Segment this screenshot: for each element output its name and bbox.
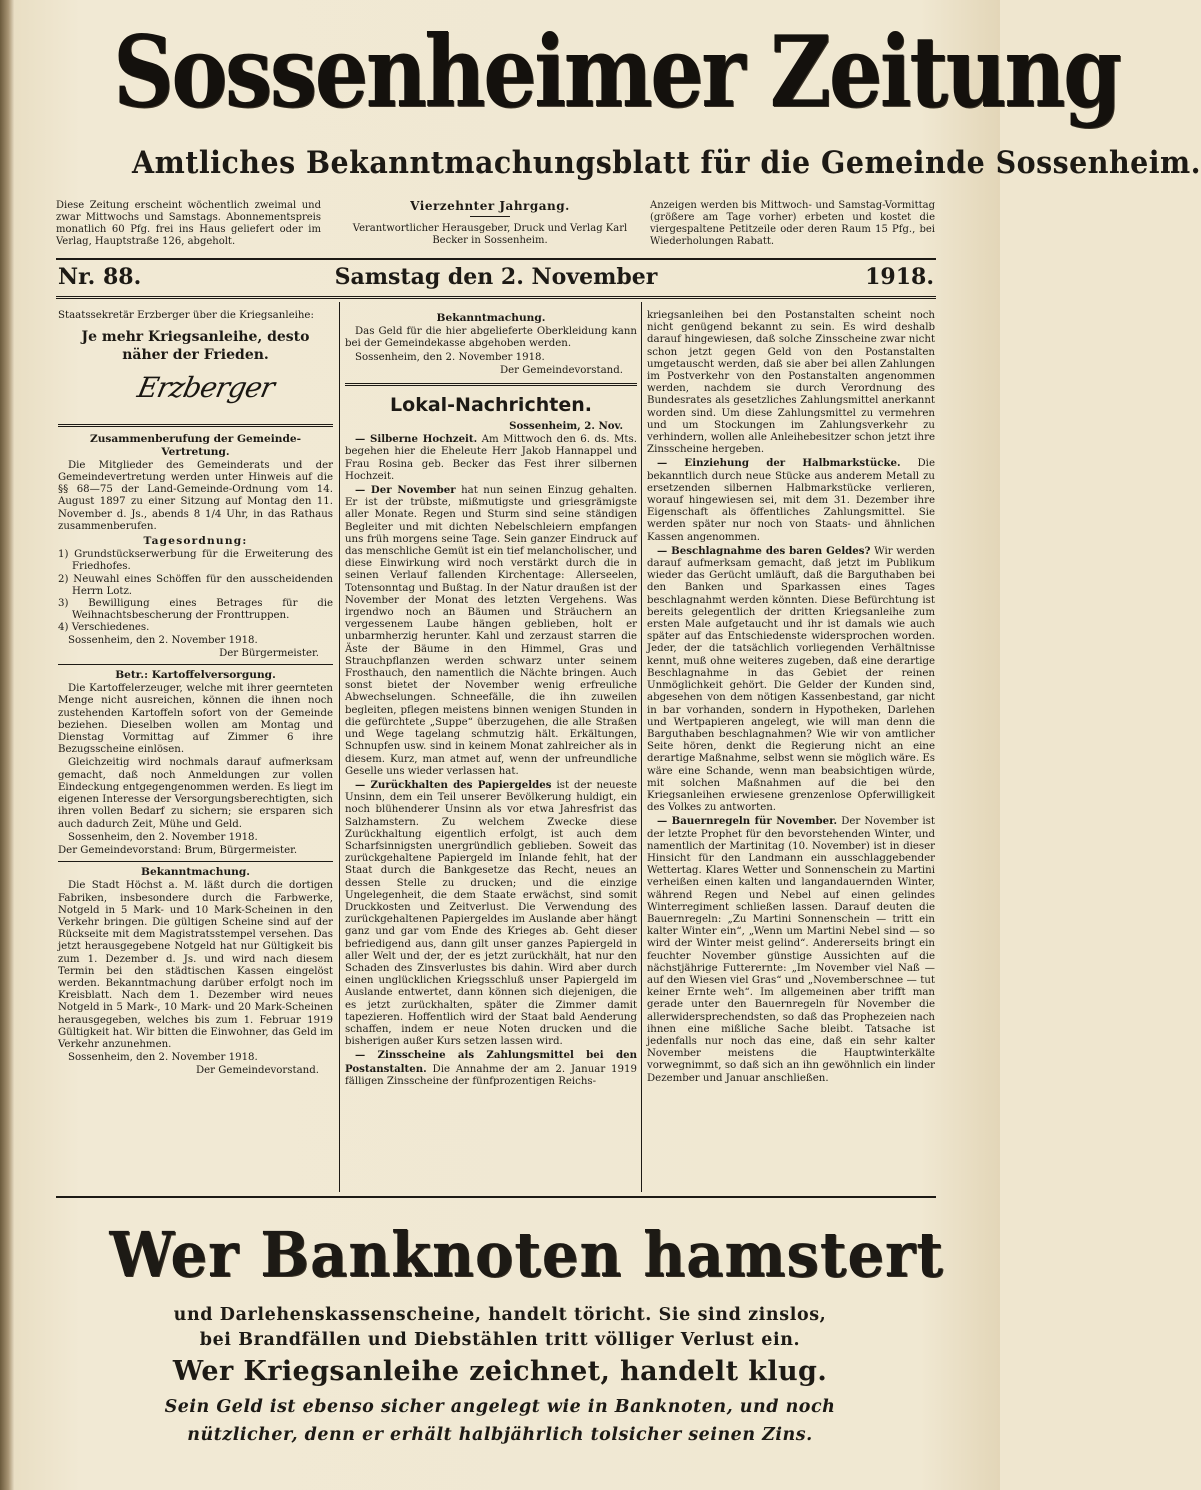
- place-date: Sossenheim, den 2. November 1918.: [355, 351, 545, 363]
- news-item-text: ist der neueste Unsinn, dem ein Teil unserer Bevölkerung huldigt, ein noch blühenderer Unsinn als vor etwa Jahresfrist das Salzhamstern. Zu welchem Zwecke diese Zurückhaltung eigentlich erfolgt, ist auch dem Scharfsinnigsten unergründlich geblieben. Soweit das zurückgehaltene Papiergeld im Inlande fehlt, hat der Staat durch die Bankgesetze das Recht, neues an dessen Stelle zu drucken; und die einzige Ungelegenheit, die dem Staate erwächst, sind somit Druckkosten und Zeitverlust. Die Verwendung des zurückgehaltenen Papiergeldes im Auslande aber hängt ganz und gar vom Ende des Krieges ab. Geht dieser befriedigend aus, dann gilt unser ganzes Papiergeld in aller Welt und der, der es jetzt zurückhält, hat nur den Schaden des Zinsverlustes bis dahin. Wird aber durch einen unglücklichen Kriegsschluß unser Papiergeld im Auslande entwertet, dann können sich diejenigen, die es jetzt zurückhalten, später die Zimmer damit tapezieren. Hoffentlich wird der Staat bald Aenderung schaffen, indem er neue Noten drucken und die bisherigen außer Kurs setzen lassen wird.: [345, 779, 637, 1048]
- issue-number: Nr. 88.: [58, 264, 142, 290]
- masthead-subtitle: Amtliches Bekanntmachungsblatt für die Gemeinde Sossenheim.: [132, 145, 1201, 181]
- advert-line: nützlicher, denn er erhält halbjährlich tolsicher seinen Zins.: [187, 1425, 813, 1445]
- masthead-title: Sossenheimer Zeitung: [113, 15, 1120, 130]
- news-item: [345, 433, 637, 483]
- dateline: [58, 262, 934, 292]
- place-date: Sossenheim, den 2. November 1918.: [68, 634, 258, 646]
- divider: [470, 216, 510, 217]
- article-body: Die Mitglieder des Gemeinderats und der Gemeindevertretung werden unter Hinweis auf die §§ 68—75 der Land-Gemeinde-Ordnung vom 14. August 1897 zu einer Sitzung auf Montag den 11. November d. Js., abends 8 1/4 Uhr, in das Rathaus zusammenberufen.: [58, 459, 333, 532]
- signatory: Der Gemeindevorstand: Brum, Bürgermeister.: [58, 844, 298, 856]
- issue-date: Samstag den 2. November: [334, 264, 658, 290]
- article-heading: Bekanntmachung.: [436, 312, 546, 324]
- article-body: Die Stadt Höchst a. M. läßt durch die dortigen Fabriken, insbesondere durch die Farbwerke, Notgeld in 5 Mark- und 10 Mark-Scheinen in den Verkehr bringen. Die gültigen Scheine sind auf der Rückseite mit dem Magistratsstempel versehen. Das jetzt herausgegebene Notgeld hat nur Gültigkeit bis zum 1. Dezember d. Js. und wird nach diesem Termin bei den städtischen Kassen eingelöst werden. Bekanntmachung darüber erfolgt noch im Kreisblatt. Nach dem 1. Dezember wird neues Notgeld in 5 Mark-, 10 Mark- und 20 Mark-Scheinen herausgegeben, welches bis zum 1. Februar 1919 Gültigkeit hat. Wir bitten die Einwohner, das Geld im Verkehr anzunehmen.: [58, 880, 333, 1050]
- column-rule: [339, 302, 340, 1192]
- advert-line: Sein Geld ist ebenso sicher angelegt wie in Banknoten, und noch: [164, 1397, 836, 1417]
- advert-rates-info: Anzeigen werden bis Mittwoch- und Samstag-Vormittag (größere am Tage vorher) erbeten und kostet die viergespaltene Petitzeile oder deren Raum 15 Pfg., bei Wiederholungen Rabatt.: [650, 200, 935, 247]
- news-item-lead: — Beschlagnahme des baren Geldes?: [657, 544, 871, 557]
- agenda-item: 4) Verschiedenes.: [58, 622, 150, 634]
- news-item-text: Die Annahme der am 2. Januar 1919 fälligen Zinsscheine der fünfprozentigen Reichs-: [345, 1063, 637, 1087]
- signatory: Der Gemeindevorstand.: [499, 364, 623, 376]
- news-item-text: Am Mittwoch den 6. ds. Mts. begehen hier die Eheleute Herr Jakob Hannappel und Frau Rosina geb. Becker das Fest ihrer silbernen Hochzeit.: [345, 434, 637, 482]
- signatory: Der Bürgermeister.: [219, 647, 319, 659]
- binding-spine: [0, 0, 14, 1490]
- agenda-item: 1) Grundstückserwerbung für die Erweiterung des Friedhofes.: [58, 549, 333, 573]
- publisher-info: [340, 200, 640, 247]
- news-item-lead: — Silberne Hochzeit.: [355, 433, 478, 446]
- divider: [58, 861, 333, 862]
- advert-line: bei Brandfällen und Diebstählen tritt völliger Verlust ein.: [199, 1330, 801, 1350]
- news-item: [345, 1049, 637, 1088]
- news-item-text: Die bekanntlich durch neue Stücke aus anderem Metall zu ersetzenden silbernen Halbmarkstücke verlieren, worauf hingewiesen sei, mit dem 31. Dezember ihre Eigenschaft als öffentliches Zahlungsmittel. Sie werden später nur noch von Staats- und ähnlichen Kassen angenommen.: [647, 458, 935, 543]
- article-body: Das Geld für die hier abgelieferte Oberkleidung kann bei der Gemeindekasse abgehoben werden.: [345, 326, 637, 350]
- news-item-text: kriegsanleihen bei den Postanstalten scheint noch nicht genügend bekannt zu sein. Es wird deshalb darauf hingewiesen, daß solche Zinsscheine zwar nicht schon jetzt gegen Geld von den Postanstalten umgetauscht werden, daß sie aber bei allen Zahlungen im Postverkehr von den Postanstalten angenommen werden, nachdem sie durch Verordnung des Bundesrates als gesetzliches Zahlungsmittel anerkannt worden sind. Um diese Zahlungsmittel zu vermehren und um Stockungen im Zahlungsverkehr zu verhindern, wollen alle Anleihebesitzer schon jetzt ihre Zinsscheine hergeben.: [647, 310, 935, 456]
- news-item-lead: — Einziehung der Halbmarkstücke.: [657, 457, 901, 470]
- column-3: [647, 310, 935, 1086]
- news-item-text: hat nun seinen Einzug gehalten. Er ist der trübste, mißmutigste und griesgrämigste aller Monate. Regen und Sturm sind seine ständigen Begleiter und mit dichten Nebelschleiern empfangen uns früh morgens seine Tage. Sein ganzer Eindruck auf das menschliche Gemüt ist ein tief melancholischer, und diese Einwirkung wird noch verstärkt durch die in seinen Verlauf fallenden Kirchentage: Allerseelen, Totensonntag und Bußtag. In der Natur draußen ist der November der Monat des letzten Vergehens. Was irgendwo noch an Bäumen und Sträuchern an vergessenem Laube hängen geblieben, holt er unbarmherzig herunter. Kahl und zerzaust starren die Äste der Bäume in den Himmel, Gras und Strauchpflanzen werden schwarz unter seinem Frosthauch, den namentlich die Nächte bringen. Auch sonst bietet der November wenig erfreuliche Abwechselungen. Schneefälle, die ihn zuweilen begleiten, pflegen meistens binnen wenigen Stunden in die gefürchtete „Suppe“ überzugehen, die alle Straßen und Wege tagelang schmutzig hält. Erkältungen, Schnupfen usw. sind in keinem Monat zahlreicher als in diesem. Kurz, man atmet auf, wenn der unfreundliche Geselle uns wieder verlassen hat.: [345, 485, 638, 777]
- news-item-text: Wir werden darauf aufmerksam gemacht, daß jetzt im Publikum wieder das Gerücht umläuft, daß die Barguthaben bei den Banken und Sparkassen eines Tages beschlagnahmt werden könnten. Diese Befürchtung ist bereits gelegentlich der dritten Kriegsanleihe zum ersten Male aufgetaucht und ihr ist damals wie auch später auf das Entschiedenste widersprochen worden. Jeder, der die tatsächlich vorliegenden Verhältnisse kennt, muß ohne weiteres zugeben, daß eine derartige Beschlagnahme in das Gebiet der reinen Unmöglichkeit gehört. Die Gelder der Kunden sind, abgesehen von dem nötigen Kassenbestand, gar nicht in bar vorhanden, sondern in Hypotheken, Darlehen und Wertpapieren angelegt, wie will man denn die Barguthaben beschlagnahmen? Wie wir von amtlicher Seite hören, denkt die Regierung nicht an eine derartige Maßnahme, selbst wenn sie möglich wäre. Es wäre eine Schande, wenn man beabsichtigen würde, mit solchen Maßnahmen auf die bei den Kriegsanleihen erwiesene grenzenlose Opferwilligkeit des Volkes zu antworten.: [647, 545, 935, 814]
- volume-year: Vierzehnter Jahrgang.: [410, 199, 570, 213]
- erzberger-signature: Erzberger: [134, 371, 277, 405]
- column-1: [58, 310, 333, 1079]
- divider: [58, 424, 333, 427]
- agenda-heading: Tagesordnung:: [143, 535, 248, 548]
- place-date: Sossenheim, den 2. November 1918.: [68, 831, 258, 843]
- news-item-lead: — Bauernregeln für November.: [657, 815, 838, 828]
- advert-headline: Wer Banknoten hamstert: [109, 1218, 944, 1291]
- news-item: [345, 779, 637, 1048]
- signatory: Der Gemeindevorstand.: [195, 1065, 319, 1077]
- subscription-info: Diese Zeitung erscheint wöchentlich zweimal und zwar Mittwochs und Samstags. Abonnementspreis monatlich 60 Pfg. frei ins Haus geliefert oder im Verlag, Hauptstraße 126, abgeholt.: [56, 200, 321, 247]
- column-2: [345, 310, 637, 1089]
- news-item: [345, 484, 637, 778]
- advert-line: und Darlehenskassenscheine, handelt töricht. Sie sind zinslos,: [173, 1305, 827, 1325]
- section-title: Lokal-Nachrichten.: [390, 394, 592, 417]
- agenda-list: [58, 549, 333, 634]
- divider: [56, 1196, 936, 1198]
- article-heading: Zusammenberufung der Gemeinde-Vertretung.: [89, 433, 302, 458]
- news-item-lead: — Der November: [355, 484, 456, 497]
- article-heading: Bekanntmachung.: [141, 866, 250, 879]
- divider: [58, 664, 333, 665]
- article-body: Gleichzeitig wird nochmals darauf aufmerksam gemacht, daß noch Anmeldungen zur vollen Eindeckung entgegengenommen werden. Es liegt im eigenen Interesse der Versorgungsberechtigten, sich ihren vollen Bedarf zu sichern; sie ersparen sich auch dadurch Zeit, Mühe und Geld.: [58, 757, 333, 830]
- publisher-line: Verantwortlicher Herausgeber, Druck und Verlag Karl Becker in Sossenheim.: [352, 223, 628, 246]
- news-item: [647, 545, 935, 814]
- divider: [56, 296, 936, 299]
- divider: [345, 383, 637, 386]
- place-date: Sossenheim, den 2. November 1918.: [68, 1052, 258, 1064]
- column-rule: [641, 302, 642, 1192]
- divider: [56, 258, 936, 260]
- erzberger-intro: Staatssekretär Erzberger über die Kriegsanleihe:: [58, 310, 314, 321]
- news-item: [647, 457, 935, 543]
- agenda-item: 3) Bewilligung eines Betrages für die Weihnachtsbescherung der Fronttruppen.: [58, 598, 333, 622]
- section-dateline: Sossenheim, 2. Nov.: [509, 420, 623, 433]
- news-item-lead: — Zinsscheine als Zahlungsmittel bei den Postanstalten.: [345, 1049, 637, 1075]
- article-heading: Betr.: Kartoffelversorgung.: [115, 669, 276, 682]
- advert-slogan: Wer Kriegsanleihe zeichnet, handelt klug.: [172, 1356, 828, 1387]
- news-item: [647, 815, 935, 1084]
- issue-year: 1918.: [865, 264, 934, 290]
- erzberger-motto: Je mehr Kriegsanleihe, desto näher der Frieden.: [81, 329, 310, 364]
- agenda-item: 2) Neuwahl eines Schöffen für den ausscheidenden Herrn Lotz.: [58, 573, 333, 597]
- news-item-lead: — Zurückhalten des Papiergeldes: [355, 778, 552, 791]
- article-body: Die Kartoffelerzeuger, welche mit ihrer geernteten Menge nicht ausreichen, können die ihnen noch zustehenden Kartoffeln sofort von der Gemeinde beziehen. Dieselben wollen am Montag und Dienstag Vormittag auf Zimmer 6 ihre Bezugsscheine einlösen.: [58, 683, 333, 756]
- news-item-text: Der November ist der letzte Prophet für den bevorstehenden Winter, und namentlich der Martinitag (10. November) ist in dieser Hinsicht für den Landmann ein ausschlaggebender Wettertag. Klares Wetter und Sonnenschein zu Martini verheißen einen kalten und langandauernden Winter, während Regen und Nebel auf einen gelindes Winterregiment schließen lassen. Darauf deuten die Bauernregeln: „Zu Martini Sonnenschein — tritt ein kalter Winter ein“, „Wenn um Martini Nebel sind — so wird der Winter meist gelind“. Andererseits bringt ein feuchter November günstige Aussichten auf die nächstjährige Futterernte: „Im November viel Naß — auf den Wiesen viel Gras“ und „Novemberschnee — tut keiner Ernte weh“. Im allgemeinen aber trifft man gerade unter den Bauernregeln für November die allerwidersprechendsten, so daß das Prophezeien nach ihnen eine mißliche Sache bleibt. Tatsache ist jedenfalls nur noch das eine, daß ein sehr kalter November meistens die Hauptwinterkälte vorwegnimmt, so daß sich an ihn gewöhnlich ein linder Dezember und Januar anschließen.: [647, 816, 935, 1084]
